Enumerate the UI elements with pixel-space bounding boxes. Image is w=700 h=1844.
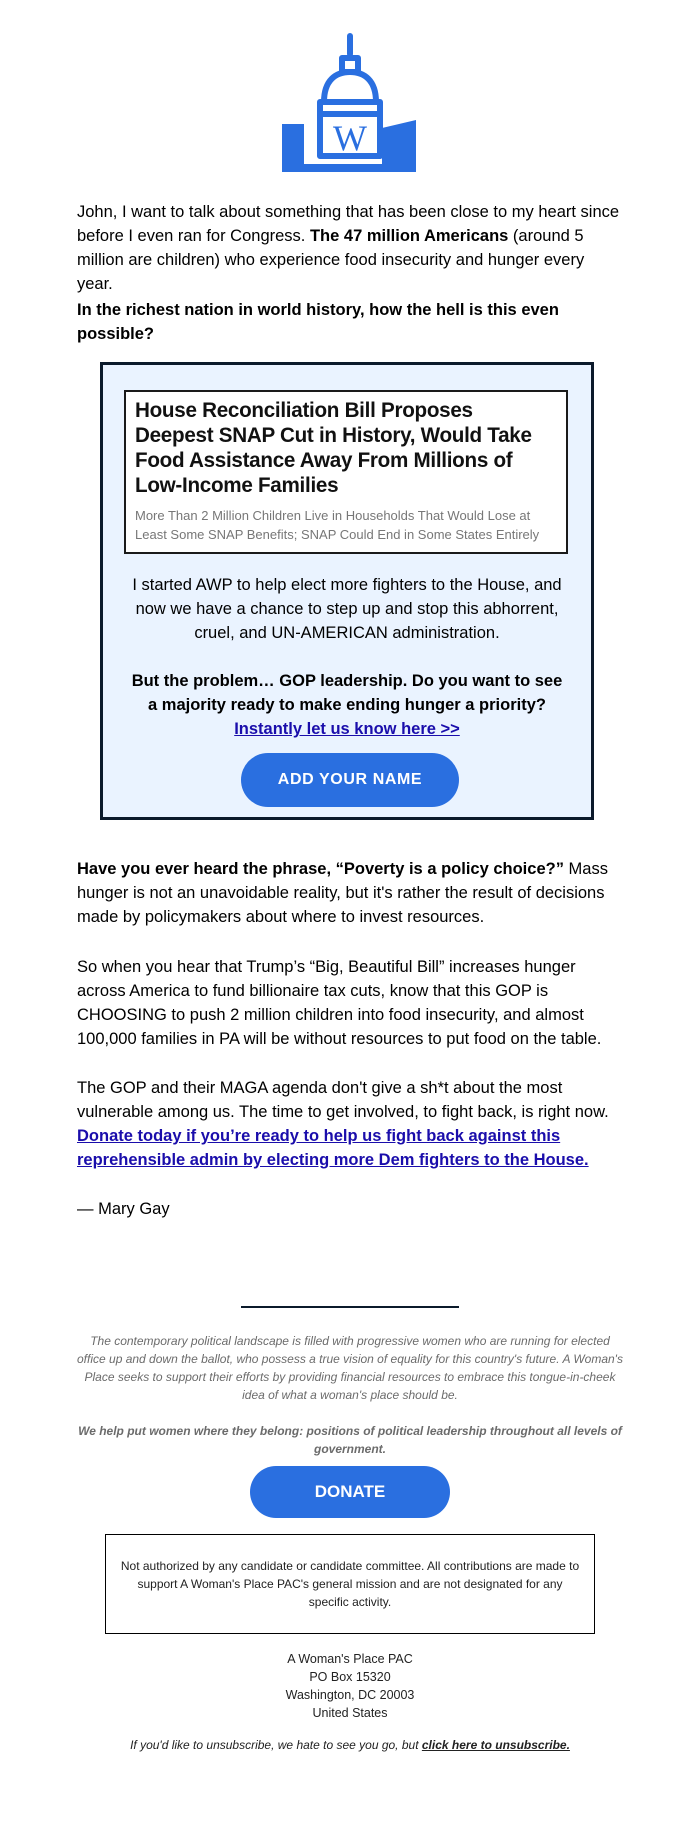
logo-letter: W bbox=[333, 118, 367, 158]
unsubscribe-line bbox=[0, 1738, 700, 1752]
mission-statement: The contemporary political landscape is filled with progressive women who are running for elected office up and down the ballot, who possess a true vision of equality for this country's future. A Woman's Place seeks to support their efforts by providing financial resources to embrace this tongue-in-cheek idea of what a woman's place should be. bbox=[77, 1334, 623, 1402]
donate-today-link[interactable]: Donate today if you’re ready to help us fight back against this reprehensible admin by electing more Dem fighters to the House. bbox=[77, 1127, 589, 1169]
phrase-bold: Have you ever heard the phrase, “Poverty is a policy choice?” bbox=[77, 860, 564, 878]
intro-text: John, I want to talk about something that has been close to my heart since before I even ran for Congress. bbox=[77, 203, 620, 245]
news-subhead: More Than 2 Million Children Live in Households That Would Lose at Least Some SNAP Benefits; SNAP Could End in Some States Entirely bbox=[135, 508, 540, 542]
intro-paragraph bbox=[77, 200, 623, 296]
news-headline: House Reconciliation Bill Proposes Deepest SNAP Cut in History, Would Take Food Assistance Away From Millions of Low-Income Families bbox=[135, 398, 532, 497]
news-headline-card bbox=[124, 390, 568, 554]
gop-paragraph bbox=[77, 1076, 623, 1172]
phrase-paragraph bbox=[77, 857, 623, 929]
callout-question: But the problem… GOP leadership. Do you want to see a majority ready to make ending hunger a priority? bbox=[131, 672, 563, 714]
unsubscribe-link[interactable]: click here to unsubscribe. bbox=[421, 1738, 570, 1752]
tagline: We help put women where they belong: positions of political leadership throughout all levels of government. bbox=[78, 1424, 622, 1456]
address-po-box: PO Box 15320 bbox=[309, 1670, 391, 1684]
question-paragraph bbox=[77, 298, 623, 346]
add-your-name-button[interactable]: ADD YOUR NAME bbox=[241, 753, 459, 807]
intro-text-end: (around 5 million are children) who experience food insecurity and hunger every year. bbox=[77, 227, 585, 293]
let-us-know-link[interactable]: Instantly let us know here >> bbox=[234, 720, 460, 738]
question-line-2: possible? bbox=[77, 325, 155, 343]
trump-paragraph bbox=[77, 955, 623, 1051]
gop-text: The GOP and their MAGA agenda don't give a sh*t about the most vulnerable among us. The time to get involved, to fight back, is right now. bbox=[77, 1079, 609, 1121]
donate-button[interactable]: DONATE bbox=[250, 1466, 450, 1518]
signature: — Mary Gay bbox=[77, 1200, 170, 1218]
address-country: United States bbox=[312, 1706, 388, 1720]
disclaimer-box: Not authorized by any candidate or candidate committee. All contributions are made to support A Woman's Place PAC's general mission and are not designated for any specific activity. bbox=[105, 1534, 595, 1634]
callout-box bbox=[100, 362, 594, 820]
callout-paragraph: I started AWP to help elect more fighters to the House, and now we have a chance to step up and stop this abhorrent, cruel, and UN-AMERICAN administration. bbox=[132, 576, 562, 642]
awp-logo-icon bbox=[280, 32, 420, 174]
intro-bold: The 47 million Americans bbox=[309, 227, 509, 245]
phrase-text: Mass hunger is not an unavoidable reality, but it's rather the result of decisions made by policymakers about where to invest resources. bbox=[77, 860, 608, 926]
trump-text: So when you hear that Trump’s “Big, Beautiful Bill” increases hunger across America to fund billionaire tax cuts, know that this GOP is CHOOSING to push 2 million children into food insecurity, and almost 100,000 families in PA will be without resources to put food on the table. bbox=[77, 958, 602, 1048]
question-line-1: In the richest nation in world history, how the hell is this even bbox=[77, 301, 559, 319]
footer-divider bbox=[241, 1306, 459, 1308]
mailing-address bbox=[0, 1650, 700, 1722]
unsubscribe-text: If you'd like to unsubscribe, we hate to see you go, but bbox=[130, 1738, 422, 1752]
address-name: A Woman's Place PAC bbox=[287, 1652, 413, 1666]
address-city: Washington, DC 20003 bbox=[285, 1688, 415, 1702]
